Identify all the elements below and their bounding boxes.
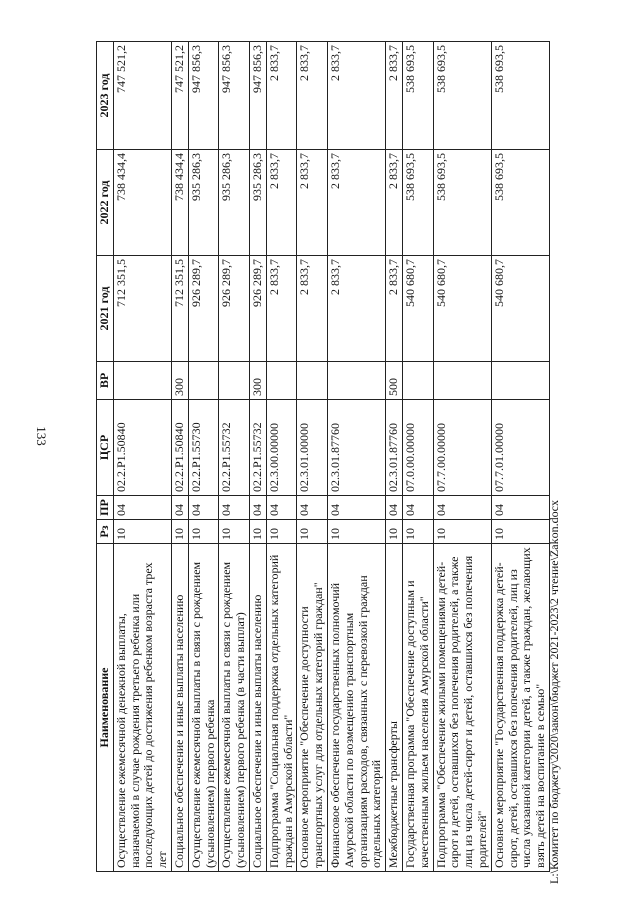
cell-2022: 538 693,5 [491,150,549,256]
cell-pr: 04 [491,496,549,520]
cell-2023: 947 856,3 [188,42,219,150]
cell-pr: 04 [402,496,433,520]
cell-csr: 02.3.01.87760 [386,400,403,496]
cell-csr: 07.0.00.00000 [402,400,433,496]
cell-2022: 935 286,3 [219,150,250,256]
cell-rz: 10 [491,520,549,544]
cell-2022: 738 434,4 [113,150,171,256]
cell-pr: 04 [188,496,219,520]
cell-pr: 04 [386,496,403,520]
cell-csr: 02.3.00.00000 [266,400,297,496]
cell-name: Осуществление ежемесячной денежной выплаты, назначаемой в случае рождения третьего ребенка или последующих детей до достижения ребенком возраста трех лет [113,544,171,872]
cell-name: Основное мероприятие "Обеспечение доступности транспортных услуг для отдельных категорий граждан" [297,544,328,872]
cell-name: Осуществление ежемесячной выплаты в связи с рождением (усыновлением) первого ребенка (в части выплат) [219,544,250,872]
cell-2021: 926 289,7 [249,256,266,362]
cell-rz: 10 [402,520,433,544]
header-csr: ЦСР [97,400,114,496]
cell-2022: 538 693,5 [433,150,491,256]
cell-2021: 540 680,7 [491,256,549,362]
cell-vr [297,362,328,400]
table-row [266,42,297,872]
cell-2023: 2 833,7 [266,42,297,150]
header-name: Наименование [97,544,114,872]
cell-pr: 04 [171,496,188,520]
cell-csr: 07.7.00.00000 [433,400,491,496]
header-2021: 2021 год [97,256,114,362]
cell-2023: 2 833,7 [327,42,385,150]
cell-name: Социальное обеспечение и иные выплаты населению [249,544,266,872]
cell-2023: 2 833,7 [297,42,328,150]
cell-name: Подпрограмма "Обеспечение жилыми помещениями детей-сирот и детей, оставшихся без попечения родителей, а также лиц из числа детей-сирот и детей, оставшихся без попечения родителей" [433,544,491,872]
table-header [97,42,114,872]
cell-name: Социальное обеспечение и иные выплаты населению [171,544,188,872]
cell-name: Подпрограмма "Социальная поддержка отдельных категорий граждан в Амурской области" [266,544,297,872]
cell-vr [433,362,491,400]
cell-rz: 10 [171,520,188,544]
cell-rz: 10 [327,520,385,544]
cell-2023: 538 693,5 [491,42,549,150]
cell-csr: 07.7.01.00000 [491,400,549,496]
table-row [386,42,403,872]
cell-pr: 04 [113,496,171,520]
header-pr: ПР [97,496,114,520]
page-number: 133 [34,426,49,446]
cell-pr: 04 [219,496,250,520]
table-row [433,42,491,872]
cell-rz: 10 [249,520,266,544]
cell-2022: 935 286,3 [188,150,219,256]
table-row [171,42,188,872]
cell-rz: 10 [386,520,403,544]
cell-vr [402,362,433,400]
cell-2022: 738 434,4 [171,150,188,256]
cell-vr: 300 [171,362,188,400]
table-body [113,42,549,872]
cell-rz: 10 [297,520,328,544]
cell-vr [113,362,171,400]
cell-pr: 04 [249,496,266,520]
cell-2021: 540 680,7 [433,256,491,362]
cell-name: Межбюджетные трансферты [386,544,403,872]
cell-csr: 02.2.P1.55732 [249,400,266,496]
cell-2022: 538 693,5 [402,150,433,256]
cell-2021: 712 351,5 [113,256,171,362]
cell-2021: 2 833,7 [266,256,297,362]
table-row [249,42,266,872]
cell-2023: 947 856,3 [219,42,250,150]
cell-csr: 02.2.P1.50840 [171,400,188,496]
cell-2021: 2 833,7 [327,256,385,362]
cell-rz: 10 [113,520,171,544]
cell-rz: 10 [188,520,219,544]
table-row [188,42,219,872]
table-row [297,42,328,872]
header-rz: Рз [97,520,114,544]
cell-rz: 10 [266,520,297,544]
cell-2022: 2 833,7 [297,150,328,256]
cell-csr: 02.2.P1.55730 [188,400,219,496]
table-row [327,42,385,872]
cell-vr: 300 [249,362,266,400]
header-2022: 2022 год [97,150,114,256]
cell-csr: 02.3.01.00000 [297,400,328,496]
cell-vr [491,362,549,400]
cell-name: Государственная программа "Обеспечение доступным и качественным жильем населения Амурской области" [402,544,433,872]
header-vr: ВР [97,362,114,400]
cell-2022: 935 286,3 [249,150,266,256]
cell-2021: 926 289,7 [219,256,250,362]
cell-2021: 2 833,7 [386,256,403,362]
cell-rz: 10 [433,520,491,544]
cell-pr: 04 [327,496,385,520]
cell-2022: 2 833,7 [266,150,297,256]
cell-2023: 747 521,2 [113,42,171,150]
cell-2022: 2 833,7 [386,150,403,256]
cell-rz: 10 [219,520,250,544]
cell-pr: 04 [433,496,491,520]
cell-name: Осуществление ежемесячной выплаты в связи с рождением (усыновлением) первого ребенка [188,544,219,872]
table-row [219,42,250,872]
cell-name: Финансовое обеспечение государственных полномочий Амурской области по возмещению транспортным организациям расходов, связанных с перевозкой граждан отдельных категорий [327,544,385,872]
cell-csr: 02.3.01.87760 [327,400,385,496]
cell-vr [188,362,219,400]
cell-vr [266,362,297,400]
header-2023: 2023 год [97,42,114,150]
cell-vr: 500 [386,362,403,400]
cell-2023: 538 693,5 [433,42,491,150]
cell-csr: 02.2.P1.55732 [219,400,250,496]
cell-vr [327,362,385,400]
cell-name: Основное мероприятие "Государственная поддержка детей-сирот, детей, оставшихся без попечения родителей, лиц из числа указанной категории детей, а также граждан, желающих взять детей на воспитание в семью" [491,544,549,872]
cell-pr: 04 [297,496,328,520]
cell-2023: 947 856,3 [249,42,266,150]
cell-2022: 2 833,7 [327,150,385,256]
cell-2023: 2 833,7 [386,42,403,150]
cell-pr: 04 [266,496,297,520]
table-row [113,42,171,872]
file-path-footer: L:\Комитет по бюджету\2020\закон\бюджет 2021-2023\2 чтение\Zakon.docx [547,500,561,884]
cell-2023: 747 521,2 [171,42,188,150]
cell-vr [219,362,250,400]
cell-2021: 2 833,7 [297,256,328,362]
cell-2023: 538 693,5 [402,42,433,150]
cell-2021: 540 680,7 [402,256,433,362]
cell-2021: 712 351,5 [171,256,188,362]
table-row [402,42,433,872]
cell-csr: 02.2.P1.50840 [113,400,171,496]
table-row [491,42,549,872]
budget-table [96,41,550,872]
rotated-table-container [96,42,548,872]
cell-2021: 926 289,7 [188,256,219,362]
